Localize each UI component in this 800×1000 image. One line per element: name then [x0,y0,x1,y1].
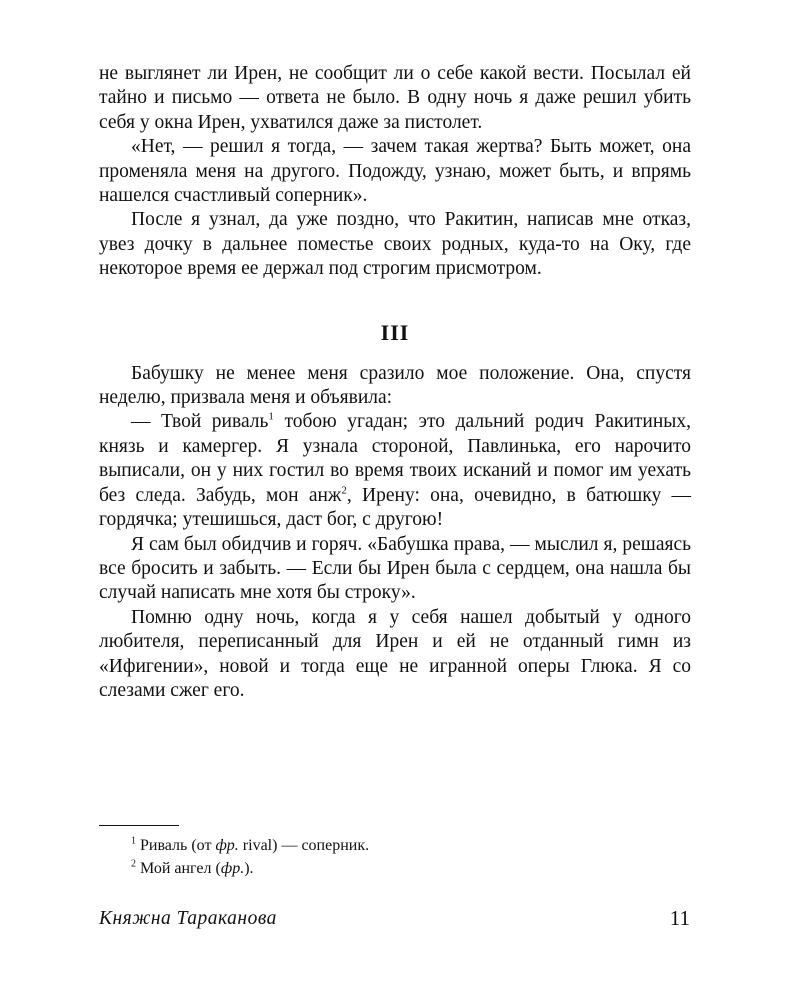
paragraph-dialog [99,410,691,532]
footnote-number: 1 [131,835,136,847]
paragraph: «Нет, — решил я тогда, — зачем такая жертва? Быть может, она променяла меня на другого. Подожду, узнаю, может быть, и впрямь нашелся счастливый соперник». [99,136,691,207]
footnote-text: rival) — соперник. [238,837,370,854]
footnote [131,857,691,880]
dialog-text: — Твой риваль [131,411,269,433]
paragraph: Помню одну ночь, когда я у себя нашел добытый у одного любителя, переписанный для Ирен и ей не отданный гимн из «Ифигении», новой и тогда еще не игранной оперы Глюка. Я со слезами сжег его. [99,606,691,701]
running-footer-title: Княжна Тараканова [99,908,277,929]
footnote-abbr: фр. [220,860,245,877]
footnote-text: ). [244,860,254,877]
chapter-heading: III [380,319,410,345]
footnote-number: 2 [131,858,136,870]
paragraph: не выглянет ли Ирен, не сообщит ли о себе какой вести. Посылал ей тайно и письмо — ответа не было. В одну ночь я даже решил убить себя у окна Ирен, ухватился даже за пистолет. [99,63,691,133]
footnote-abbr: фр. [215,837,239,854]
footnote-divider [99,825,179,826]
dialog-text: , Ирену: она, очевидно, в батюшку — гордячка; утешишься, даст бог, с другою! [99,484,691,531]
dialog-text: тобою угадан; это дальний родич Ракитиных, князь и камергер. Я узнала стороной, Павлинька, его нарочито выписали, он у них гостил во время твоих исканий и помог им уехать без следа. Забудь, мон анж [99,411,692,506]
paragraph: Я сам был обидчив и горяч. «Бабушка права, — мыслил я, решаясь все бросить и забыть. — Если бы Ирен была с сердцем, она нашла бы случай написать мне хотя бы строку». [99,533,691,604]
footnote-text: Мой ангел ( [136,860,221,877]
footnote [131,834,691,857]
footnote-marker: 2 [341,484,347,497]
footnote-marker: 1 [268,410,274,423]
page-body [99,62,691,703]
paragraph: Бабушку не менее меня сразило мое положение. Она, спустя неделю, призвала меня и объявила: [99,362,691,409]
footnote-text: Риваль (от [136,837,216,854]
paragraph: После я узнал, да уже поздно, что Ракитин, написав мне отказ, увез дочку в дальнее поместье своих родных, куда-то на Оку, где некоторое время ее держал под строгим присмотром. [99,209,691,280]
footnotes [131,834,691,880]
page-number: 11 [669,906,690,930]
